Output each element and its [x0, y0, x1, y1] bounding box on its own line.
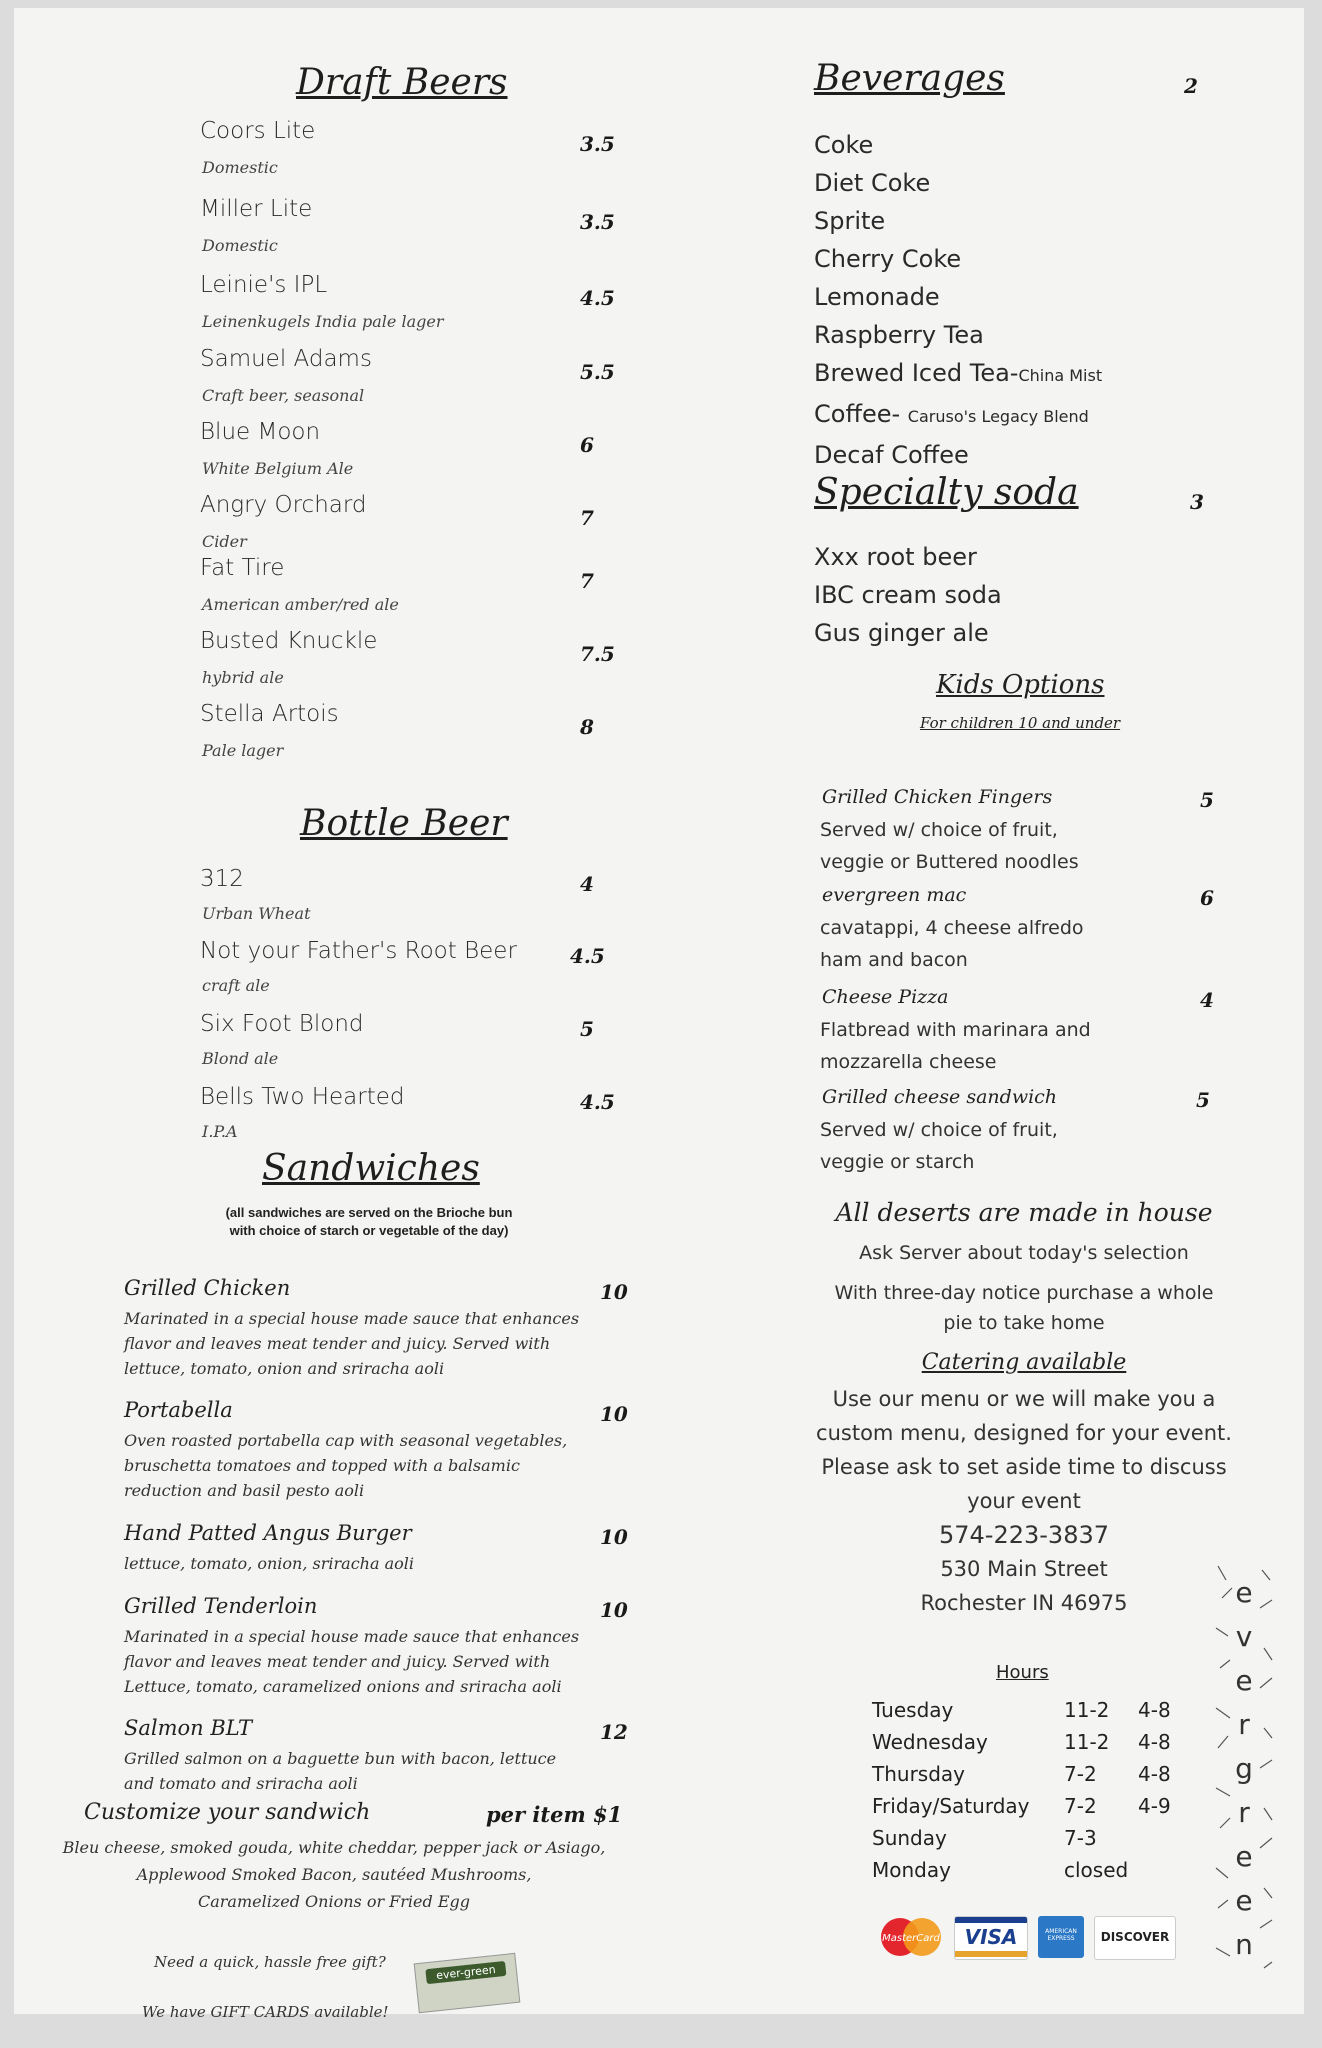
sandwiches-heading: Sandwiches: [262, 1148, 480, 1189]
evergreen-logo-icon: [1212, 1558, 1276, 1978]
sandwich-desc-line: and tomato and sriracha aoli: [124, 1774, 358, 1793]
phone-number: 574-223-3837: [938, 1521, 1109, 1549]
draft-beer-price: 3.5: [580, 132, 615, 156]
draft-beer-desc: Craft beer, seasonal: [202, 386, 365, 405]
logo-letter: e: [1235, 1884, 1253, 1917]
desserts-line1: Ask Server about today's selection: [859, 1242, 1189, 1264]
sandwich-desc-line: Grilled salmon on a baguette bun with bacon, lettuce: [124, 1749, 557, 1768]
bottle-beer-heading: Bottle Beer: [300, 803, 508, 844]
mastercard-icon: [876, 1916, 946, 1958]
draft-beer-name: Samuel Adams: [200, 346, 372, 372]
kids-item-name: Grilled Chicken Fingers: [822, 786, 1053, 808]
bottle-beer-desc: Blond ale: [202, 1049, 279, 1068]
hours-day: Thursday: [872, 1762, 965, 1786]
discover-logo: DISCOVER: [1094, 1916, 1176, 1960]
customize-line2: Applewood Smoked Bacon, sautéed Mushrooms,: [136, 1865, 532, 1884]
sandwiches-note-line1: (all sandwiches are served on the Brioche bun: [225, 1205, 513, 1220]
beverage-coffee: [814, 395, 1102, 436]
customize-price: per item $1: [486, 1802, 623, 1827]
sandwich-name: Grilled Chicken: [124, 1276, 291, 1300]
bottle-beer-price: 4.5: [580, 1090, 615, 1114]
kids-item-price: 6: [1200, 886, 1214, 910]
sandwich-desc-line: Lettuce, tomato, caramelized onions and sriracha aoli: [124, 1677, 562, 1696]
soda-item: Xxx root beer: [814, 543, 977, 571]
kids-item-desc-line: veggie or starch: [820, 1151, 975, 1173]
sandwich-price: 10: [600, 1525, 628, 1549]
logo-letter: n: [1235, 1928, 1253, 1961]
bottle-beer-name: Bells Two Hearted: [200, 1084, 405, 1110]
sandwich-desc-line: flavor and leaves meat tender and juicy. Served with: [124, 1652, 551, 1671]
draft-beer-price: 7: [580, 569, 594, 593]
customize-line3: Caramelized Onions or Fried Egg: [197, 1892, 471, 1911]
logo-letter: e: [1235, 1576, 1253, 1609]
sandwich-desc-line: lettuce, tomato, onion, sriracha aoli: [124, 1554, 414, 1573]
hours-day: Tuesday: [872, 1698, 954, 1722]
bottle-beer-desc: I.P.A: [202, 1122, 238, 1141]
draft-beer-price: 6: [580, 433, 594, 457]
hours-heading: Hours: [996, 1662, 1049, 1683]
catering-line3: Please ask to set aside time to discuss: [821, 1455, 1227, 1479]
logo-letter: e: [1235, 1840, 1253, 1873]
sandwich-price: 10: [600, 1598, 628, 1622]
hours-evening: 4-8: [1138, 1762, 1171, 1786]
draft-beers-heading: Draft Beers: [296, 62, 508, 103]
hours-day: Wednesday: [872, 1730, 988, 1754]
draft-beer-price: 4.5: [580, 286, 615, 310]
sandwich-name: Salmon BLT: [124, 1716, 253, 1740]
customize-heading: Customize your sandwich: [84, 1800, 371, 1825]
sandwich-name: Hand Patted Angus Burger: [124, 1521, 412, 1545]
draft-beer-price: 5.5: [580, 360, 615, 384]
draft-beer-desc: hybrid ale: [202, 668, 284, 687]
soda-item: IBC cream soda: [814, 581, 1002, 609]
sandwich-name: Grilled Tenderloin: [124, 1594, 318, 1618]
kids-item-name: evergreen mac: [822, 884, 967, 906]
beverage-item: Cherry Coke: [814, 245, 962, 273]
sandwich-desc-line: bruschetta tomatoes and topped with a balsamic: [124, 1456, 520, 1475]
bottle-beer-name: Not your Father's Root Beer: [200, 938, 517, 964]
sandwich-price: 10: [600, 1402, 628, 1426]
kids-item-desc-line: ham and bacon: [820, 949, 968, 971]
catering-line1: Use our menu or we will make you a: [832, 1387, 1216, 1411]
hours-morning: closed: [1064, 1858, 1129, 1882]
specialty-soda-price: 3: [1190, 490, 1204, 514]
beverage-coffee-name: Coffee-: [814, 400, 908, 428]
draft-beer-name: Busted Knuckle: [200, 628, 378, 654]
draft-beer-name: Stella Artois: [200, 701, 339, 727]
customize-line1: Bleu cheese, smoked gouda, white cheddar, pepper jack or Asiago,: [62, 1838, 606, 1857]
hours-morning: 11-2: [1064, 1698, 1110, 1722]
kids-item-price: 5: [1200, 788, 1214, 812]
visa-label: VISA: [964, 1925, 1018, 1949]
draft-beer-desc: Domestic: [202, 158, 278, 177]
desserts-line2: With three-day notice purchase a whole: [834, 1282, 1214, 1304]
kids-item-price: 4: [1200, 988, 1214, 1012]
specialty-soda-list: [814, 538, 1002, 652]
draft-beer-desc: Pale lager: [202, 741, 284, 760]
logo-letter: e: [1235, 1664, 1253, 1697]
sandwich-desc-line: flavor and leaves meat tender and juicy. Served with: [124, 1334, 551, 1353]
catering-line4: your event: [967, 1489, 1081, 1513]
catering-line2: custom menu, designed for your event.: [816, 1421, 1232, 1445]
bottle-beer-price: 5: [580, 1017, 594, 1041]
bottle-beer-desc: craft ale: [202, 976, 270, 995]
draft-beer-price: 7: [580, 506, 594, 530]
draft-beer-price: 3.5: [580, 210, 615, 234]
draft-beer-name: Blue Moon: [200, 419, 321, 445]
sandwich-name: Portabella: [124, 1398, 233, 1422]
bottle-beer-name: 312: [200, 866, 244, 892]
beverage-item: Raspberry Tea: [814, 321, 984, 349]
sandwich-price: 10: [600, 1280, 628, 1304]
logo-letter: r: [1238, 1796, 1250, 1829]
mastercard-label: MasterCard: [882, 1933, 940, 1944]
logo-letter: v: [1235, 1620, 1253, 1653]
sandwich-desc-line: Marinated in a special house made sauce that enhances: [124, 1309, 580, 1328]
hours-day: Monday: [872, 1858, 951, 1882]
beverages-heading: Beverages: [814, 58, 1005, 99]
kids-item-price: 5: [1196, 1088, 1210, 1112]
visa-logo: [954, 1916, 1028, 1960]
sandwich-price: 12: [600, 1720, 628, 1744]
draft-beer-name: Miller Lite: [200, 196, 313, 222]
draft-beer-price: 8: [580, 715, 594, 739]
sandwich-desc-line: reduction and basil pesto aoli: [124, 1481, 365, 1500]
customize-options: [54, 1834, 614, 1915]
draft-beer-desc: White Belgium Ale: [202, 459, 354, 478]
desserts-text: [804, 1238, 1244, 1338]
kids-item-desc-line: cavatappi, 4 cheese alfredo: [820, 917, 1084, 939]
logo-letter: g: [1235, 1752, 1253, 1785]
menu-page: [14, 8, 1304, 2021]
desserts-heading: All deserts are made in house: [835, 1198, 1213, 1227]
draft-beer-desc: Cider: [202, 532, 247, 551]
kids-item-desc-line: Flatbread with marinara and: [820, 1019, 1091, 1041]
draft-beer-name: Coors Lite: [200, 118, 316, 144]
desserts-line3: pie to take home: [943, 1312, 1105, 1334]
beverage-tea: [814, 354, 1102, 395]
sandwich-desc-line: lettuce, tomato, onion and sriracha aoli: [124, 1359, 445, 1378]
sandwich-desc-line: Marinated in a special house made sauce that enhances: [124, 1627, 580, 1646]
catering-text: [804, 1382, 1244, 1620]
beverage-item: Coke: [814, 131, 874, 159]
beverage-tea-name: Brewed Iced Tea-: [814, 359, 1019, 387]
bottle-beer-price: 4.5: [570, 944, 605, 968]
gift-card-image: [414, 1953, 521, 2013]
gift-line2: We have GIFT CARDS available!: [142, 2003, 389, 2021]
kids-subtitle: For children 10 and under: [920, 714, 1121, 732]
draft-beer-price: 7.5: [580, 642, 615, 666]
gift-line1: Need a quick, hassle free gift?: [154, 1953, 386, 1971]
kids-item-desc-line: mozzarella cheese: [820, 1051, 997, 1073]
bottle-beer-price: 4: [580, 872, 594, 896]
hours-evening: 4-8: [1138, 1730, 1171, 1754]
beverage-tea-note: China Mist: [1018, 366, 1103, 385]
hours-evening: 4-9: [1138, 1794, 1171, 1818]
draft-beer-desc: American amber/red ale: [202, 595, 399, 614]
beverage-decaf: Decaf Coffee: [814, 441, 969, 469]
kids-item-desc-line: Served w/ choice of fruit,: [820, 1119, 1058, 1141]
draft-beer-name: Angry Orchard: [200, 492, 367, 518]
kids-item-name: Cheese Pizza: [822, 986, 949, 1008]
beverages-list: [814, 126, 1102, 474]
beverages-price: 2: [1184, 74, 1198, 98]
bottle-beer-name: Six Foot Blond: [200, 1011, 364, 1037]
hours-morning: 7-3: [1064, 1826, 1097, 1850]
beverage-item: Lemonade: [814, 283, 940, 311]
draft-beer-desc: Domestic: [202, 236, 278, 255]
hours-morning: 7-2: [1064, 1794, 1097, 1818]
hours-morning: 7-2: [1064, 1762, 1097, 1786]
bottle-beer-desc: Urban Wheat: [202, 904, 311, 923]
draft-beer-name: Leinie's IPL: [200, 272, 328, 298]
hours-day: Sunday: [872, 1826, 947, 1850]
hours-morning: 11-2: [1064, 1730, 1110, 1754]
beverage-coffee-note: Caruso's Legacy Blend: [907, 407, 1089, 426]
kids-item-desc-line: Served w/ choice of fruit,: [820, 819, 1058, 841]
street-address: 530 Main Street: [940, 1557, 1108, 1581]
catering-heading: Catering available: [921, 1350, 1127, 1375]
amex-logo: AMERICAN EXPRESS: [1038, 1916, 1084, 1958]
evergreen-vertical-logo: [1212, 1558, 1276, 1978]
draft-beer-name: Fat Tire: [200, 555, 285, 581]
logo-letter: r: [1238, 1708, 1250, 1741]
beverage-item: Diet Coke: [814, 169, 931, 197]
kids-item-name: Grilled cheese sandwich: [822, 1086, 1058, 1108]
hours-evening: 4-8: [1138, 1698, 1171, 1722]
gift-card-label: ever-green: [425, 1961, 506, 1984]
sandwiches-note: [174, 1204, 564, 1240]
sandwiches-note-line2: with choice of starch or vegetable of the day): [229, 1223, 509, 1238]
draft-beer-desc: Leinenkugels India pale lager: [202, 312, 444, 331]
hours-day: Friday/Saturday: [872, 1794, 1030, 1818]
sandwich-desc-line: Oven roasted portabella cap with seasonal vegetables,: [124, 1431, 568, 1450]
beverage-item: Sprite: [814, 207, 886, 235]
kids-heading: Kids Options: [936, 670, 1105, 700]
mastercard-logo: [876, 1916, 946, 1958]
specialty-soda-heading: Specialty soda: [814, 472, 1079, 513]
soda-item: Gus ginger ale: [814, 619, 989, 647]
kids-item-desc-line: veggie or Buttered noodles: [820, 851, 1079, 873]
city-address: Rochester IN 46975: [920, 1591, 1128, 1615]
